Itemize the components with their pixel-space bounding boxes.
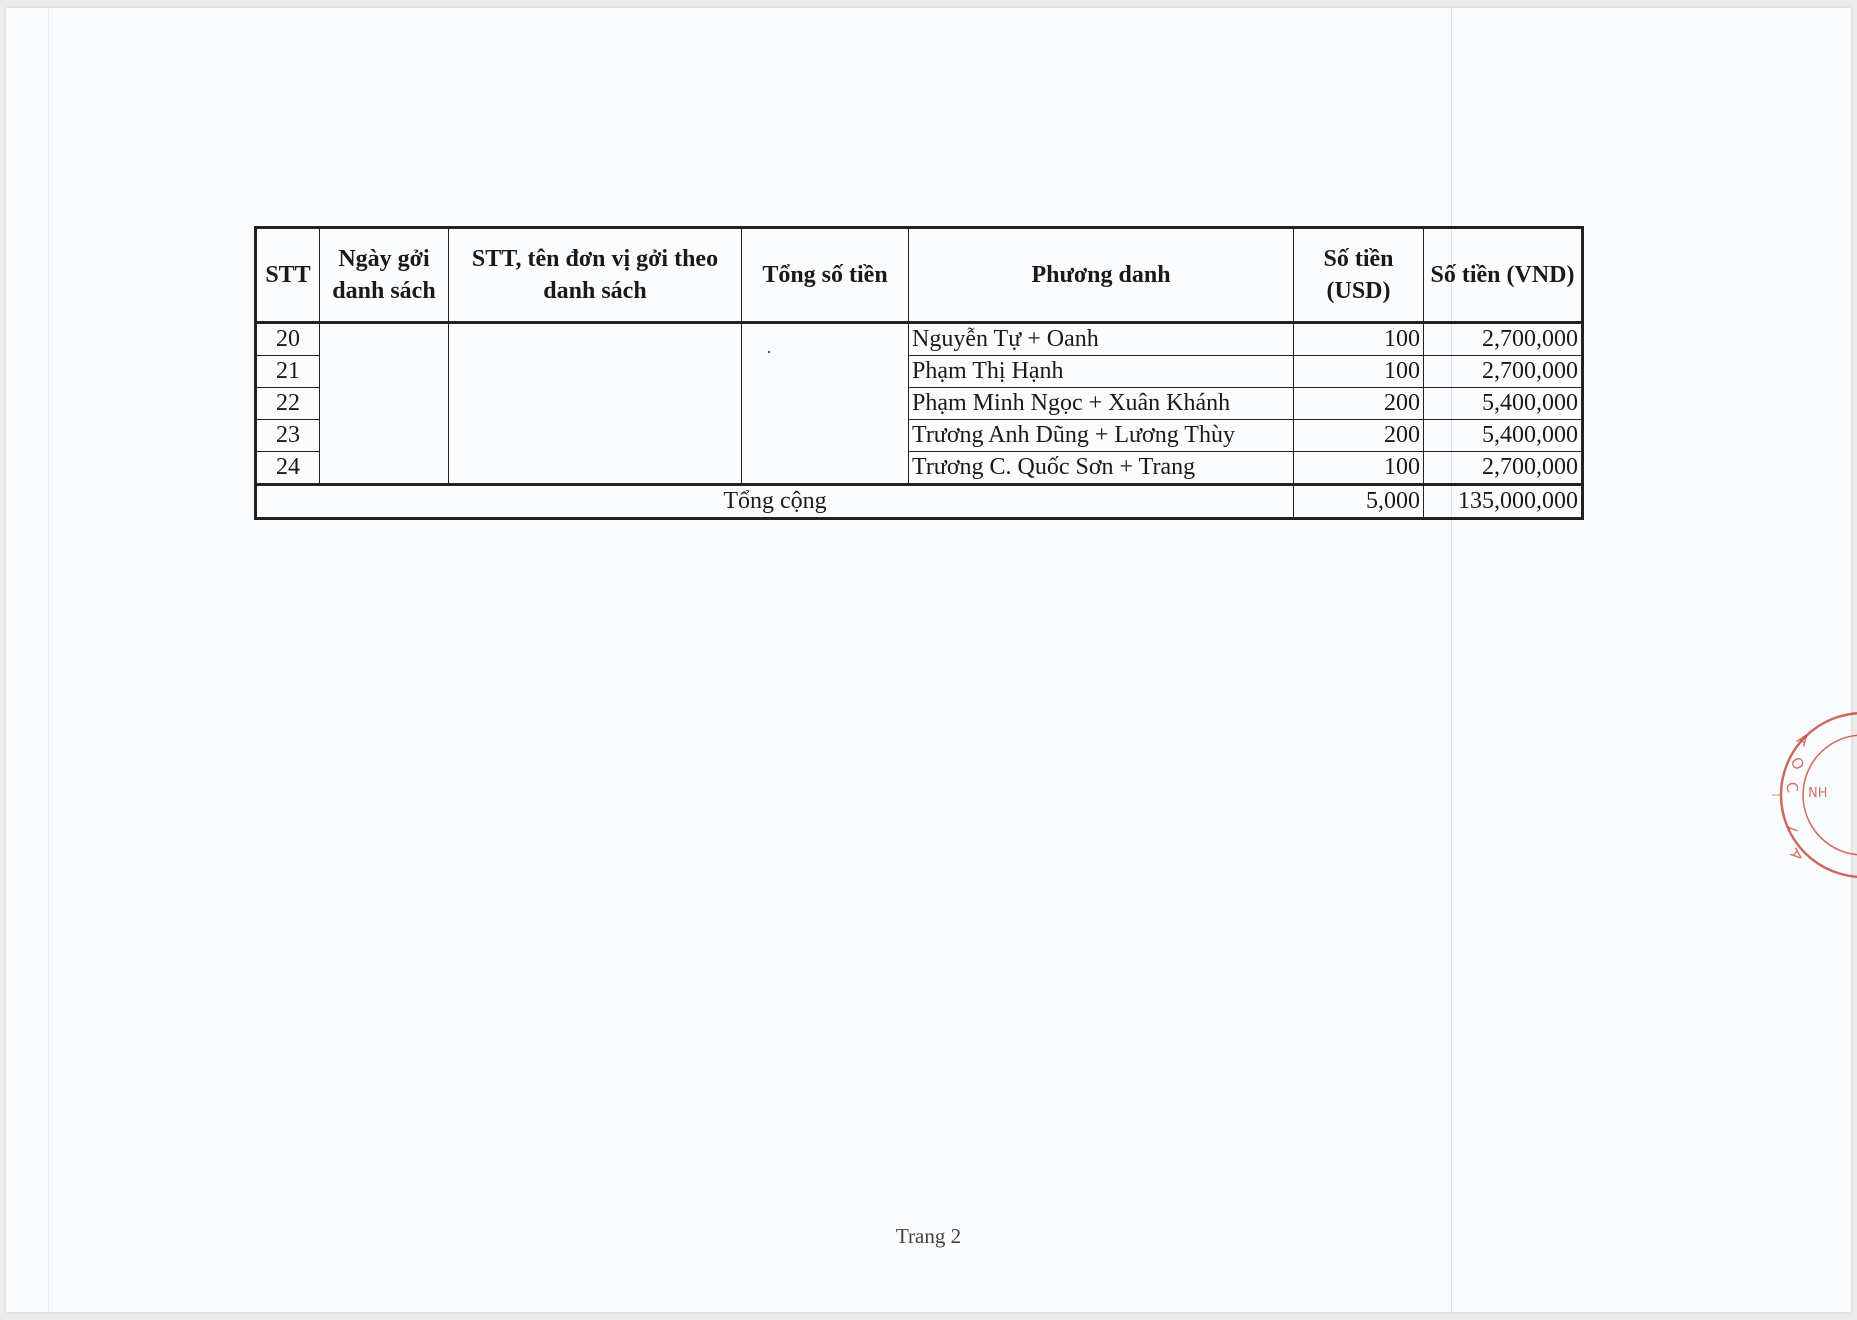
row-donor-name: Phạm Minh Ngọc + Xuân Khánh [909,388,1294,420]
svg-text:C: C [1782,780,1802,795]
row-usd: 100 [1294,356,1424,388]
header-donor-name: Phương danh [909,228,1294,323]
row-donor-name: Trương Anh Dũng + Lương Thùy [909,420,1294,452]
seal-text: NH [1808,786,1828,801]
table-header-row [256,228,1583,323]
row-stt: 23 [256,420,320,452]
header-amount-usd: Số tiền (USD) [1294,228,1424,323]
total-row [256,485,1583,519]
row-vnd: 2,700,000 [1424,323,1583,356]
svg-text:A: A [1793,729,1813,751]
date-sent-cell [320,323,449,485]
scan-speck [768,351,770,353]
total-label: Tổng cộng [256,485,1294,519]
total-vnd: 135,000,000 [1424,485,1583,519]
page-number: Trang 2 [895,1224,962,1248]
total-usd: 5,000 [1294,485,1424,519]
row-stt: 22 [256,388,320,420]
row-usd: 100 [1294,323,1424,356]
page-edge-line [48,8,49,1312]
unit-name-cell [449,323,742,485]
svg-text:O: O [1786,754,1809,774]
row-vnd: 5,400,000 [1424,388,1583,420]
header-unit-name: STT, tên đơn vị gởi theo danh sách [449,228,742,323]
row-donor-name: Nguyễn Tự + Oanh [909,323,1294,356]
header-date-sent: Ngày gởi danh sách [320,228,449,323]
row-usd: 200 [1294,420,1424,452]
total-amount-cell [742,323,909,485]
table-row [256,323,1583,356]
row-stt: 20 [256,323,320,356]
row-usd: 100 [1294,452,1424,485]
scan-fold-line [1451,8,1452,1312]
red-seal-stamp [1768,695,1857,895]
row-donor-name: Phạm Thị Hạnh [909,356,1294,388]
row-stt: 24 [256,452,320,485]
svg-text:A: A [1786,844,1807,864]
header-amount-vnd: Số tiền (VND) [1424,228,1583,323]
document-page [6,8,1851,1312]
header-total-amount: Tổng số tiền [742,228,909,323]
row-vnd: 2,700,000 [1424,356,1583,388]
row-vnd: 2,700,000 [1424,452,1583,485]
row-donor-name: Trương C. Quốc Sơn + Trang [909,452,1294,485]
svg-text:I: I [1782,823,1802,834]
header-stt: STT [256,228,320,323]
donation-table [254,226,1584,520]
row-usd: 200 [1294,388,1424,420]
row-vnd: 5,400,000 [1424,420,1583,452]
row-stt: 21 [256,356,320,388]
